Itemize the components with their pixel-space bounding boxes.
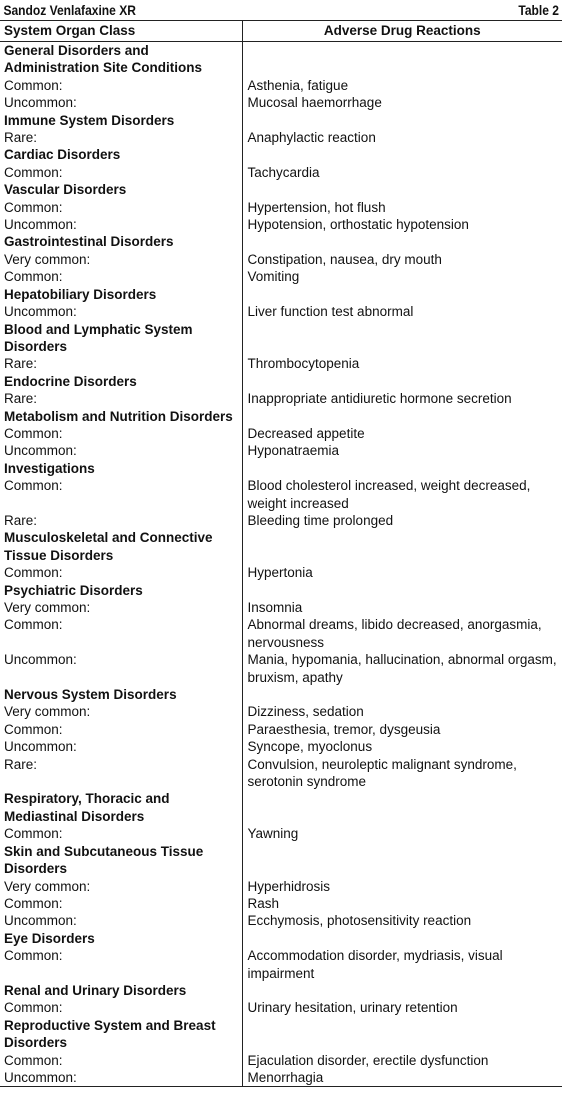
empty-reaction-cell [242,460,562,477]
frequency-row [0,651,562,686]
frequency-row [0,1069,562,1087]
empty-reaction-cell [242,112,562,129]
frequency-row [0,738,562,755]
frequency-label: Very common: [4,600,91,615]
frequency-label: Uncommon: [4,217,77,233]
organ-class-name: Respiratory, Thoracic and Mediastinal Disorders [4,791,170,824]
frequency-label: Uncommon: [4,913,77,929]
reaction-text: Abnormal dreams, libido decreased, anorgasmia, nervousness [242,616,562,651]
table-caption [0,0,562,20]
organ-class-row [0,582,562,599]
frequency-row [0,199,562,216]
frequency-row [0,216,562,233]
empty-reaction-cell [242,930,562,947]
reaction-text: Tachycardia [242,164,562,181]
reaction-text: Urinary hesitation, urinary retention [242,999,562,1016]
frequency-row [0,564,562,581]
organ-class-name: Investigations [4,460,95,476]
frequency-label: Common: [4,895,63,911]
frequency-label: Common: [4,1000,63,1016]
frequency-label: Very common: [4,878,91,894]
organ-class-row [0,321,562,356]
frequency-row [0,425,562,442]
header-adverse-drug-reactions: Adverse Drug Reactions [242,21,562,42]
organ-class-row [0,146,562,163]
reaction-text: Ejaculation disorder, erectile dysfunction [242,1052,562,1069]
frequency-row [0,616,562,651]
reaction-text: Rash [242,895,562,912]
frequency-label: Uncommon: [4,652,77,668]
reaction-text: Hypertonia [242,564,562,581]
organ-class-name: Gastrointestinal Disorders [4,234,174,250]
frequency-row [0,1052,562,1069]
frequency-label: Common: [4,269,63,285]
frequency-label: Uncommon: [0,1069,242,1087]
empty-reaction-cell [242,373,562,390]
frequency-row [0,895,562,912]
frequency-label: Common: [4,948,63,964]
reaction-text: Paraesthesia, tremor, dysgeusia [242,721,562,738]
reaction-text: Yawning [242,825,562,842]
empty-reaction-cell [242,286,562,303]
reaction-text: Constipation, nausea, dry mouth [242,251,562,268]
organ-class-row [0,42,562,77]
header-system-organ-class: System Organ Class [0,21,242,42]
frequency-label: Common: [4,565,63,581]
empty-reaction-cell [242,686,562,703]
empty-reaction-cell [242,181,562,198]
organ-class-name: General Disorders and Administration Site Conditions [4,43,202,76]
frequency-label: Common: [4,826,63,842]
frequency-row [0,355,562,372]
empty-reaction-cell [242,321,562,356]
reaction-text: Blood cholesterol increased, weight decreased, weight increased [242,477,562,512]
organ-class-name: Endocrine Disorders [4,373,137,389]
frequency-row [0,94,562,111]
reaction-text: Asthenia, fatigue [242,77,562,94]
reaction-text: Bleeding time prolonged [242,512,562,529]
empty-reaction-cell [242,582,562,599]
frequency-label: Rare: [4,356,38,372]
organ-class-name: Musculoskeletal and Connective Tissue Disorders [4,530,213,563]
organ-class-row [0,112,562,129]
organ-class-name: Eye Disorders [4,930,95,946]
frequency-label: Common: [4,617,63,633]
frequency-row [0,912,562,929]
empty-reaction-cell [242,233,562,250]
reaction-text: Inappropriate antidiuretic hormone secretion [242,390,562,407]
frequency-row [0,268,562,285]
reaction-text: Hypertension, hot flush [242,199,562,216]
empty-reaction-cell [242,529,562,564]
reaction-text: Accommodation disorder, mydriasis, visual impairment [242,947,562,982]
organ-class-name: Metabolism and Nutrition Disorders [4,408,233,424]
reaction-text: Dizziness, sedation [242,703,562,720]
reaction-text: Hyponatraemia [242,442,562,459]
organ-class-name: Cardiac Disorders [4,147,121,163]
frequency-row [0,999,562,1016]
organ-class-name: Vascular Disorders [4,182,127,198]
frequency-label: Rare: [4,512,38,528]
frequency-row [0,390,562,407]
organ-class-name: Immune System Disorders [4,112,175,128]
organ-class-row [0,930,562,947]
frequency-label: Rare: [4,391,38,407]
organ-class-name: Nervous System Disorders [4,687,177,703]
organ-class-row [0,233,562,250]
reaction-text: Vomiting [242,268,562,285]
document-title: Sandoz Venlafaxine XR [3,2,136,18]
frequency-label: Uncommon: [4,304,77,320]
frequency-label: Uncommon: [4,443,77,459]
frequency-row [0,129,562,146]
organ-class-name: Reproductive System and Breast Disorders [4,1017,216,1051]
frequency-label: Common: [4,199,63,215]
organ-class-row [0,373,562,390]
organ-class-row [0,982,562,999]
organ-class-row [0,790,562,825]
frequency-row [0,303,562,320]
reaction-text: Liver function test abnormal [242,303,562,320]
organ-class-name: Skin and Subcutaneous Tissue Disorders [4,843,204,877]
empty-reaction-cell [242,146,562,163]
empty-reaction-cell [242,843,562,878]
frequency-row [0,77,562,94]
frequency-row [0,721,562,738]
frequency-label: Common: [4,478,63,494]
organ-class-row [0,1017,562,1052]
frequency-row [0,756,562,791]
reaction-text: Anaphylactic reaction [242,129,562,146]
frequency-label: Common: [4,425,63,441]
frequency-row [0,512,562,529]
empty-reaction-cell [242,408,562,425]
frequency-row [0,251,562,268]
frequency-label: Uncommon: [4,739,77,755]
reaction-text: Syncope, myoclonus [242,738,562,755]
frequency-row [0,825,562,842]
reaction-text: Hyperhidrosis [242,878,562,895]
frequency-row [0,164,562,181]
reaction-text: Ecchymosis, photosensitivity reaction [242,912,562,929]
frequency-label: Common: [4,721,63,737]
frequency-row [0,599,562,616]
frequency-label: Uncommon: [4,95,77,111]
organ-class-row [0,843,562,878]
reaction-text: Mucosal haemorrhage [242,94,562,111]
frequency-row [0,442,562,459]
frequency-label: Rare: [4,756,38,772]
frequency-label: Very common: [4,704,91,720]
frequency-label: Very common: [4,251,91,267]
adverse-reactions-table [0,20,562,1087]
frequency-row [0,703,562,720]
header-row [0,21,562,42]
reaction-text: Menorrhagia [242,1069,562,1087]
empty-reaction-cell [242,790,562,825]
table-label: Table 2 [518,2,559,18]
empty-reaction-cell [242,1017,562,1052]
frequency-row [0,947,562,982]
empty-reaction-cell [242,982,562,999]
table-body [0,42,562,1087]
frequency-label: Common: [4,164,63,180]
organ-class-name: Hepatobiliary Disorders [4,286,157,302]
frequency-label: Common: [4,77,63,93]
reaction-text: Mania, hypomania, hallucination, abnormal orgasm, bruxism, apathy [242,651,562,686]
organ-class-name: Renal and Urinary Disorders [4,982,187,998]
frequency-row [0,477,562,512]
reaction-text: Thrombocytopenia [242,355,562,372]
frequency-label: Common: [4,1052,63,1068]
organ-class-row [0,686,562,703]
frequency-label: Rare: [4,130,38,146]
reaction-text: Hypotension, orthostatic hypotension [242,216,562,233]
organ-class-name: Psychiatric Disorders [4,582,143,598]
frequency-row [0,878,562,895]
reaction-text: Convulsion, neuroleptic malignant syndrome, serotonin syndrome [242,756,562,791]
reaction-text: Insomnia [242,599,562,616]
organ-class-name: Blood and Lymphatic System Disorders [4,321,193,354]
organ-class-row [0,529,562,564]
empty-reaction-cell [242,42,562,77]
organ-class-row [0,408,562,425]
organ-class-row [0,181,562,198]
reaction-text: Decreased appetite [242,425,562,442]
organ-class-row [0,286,562,303]
organ-class-row [0,460,562,477]
